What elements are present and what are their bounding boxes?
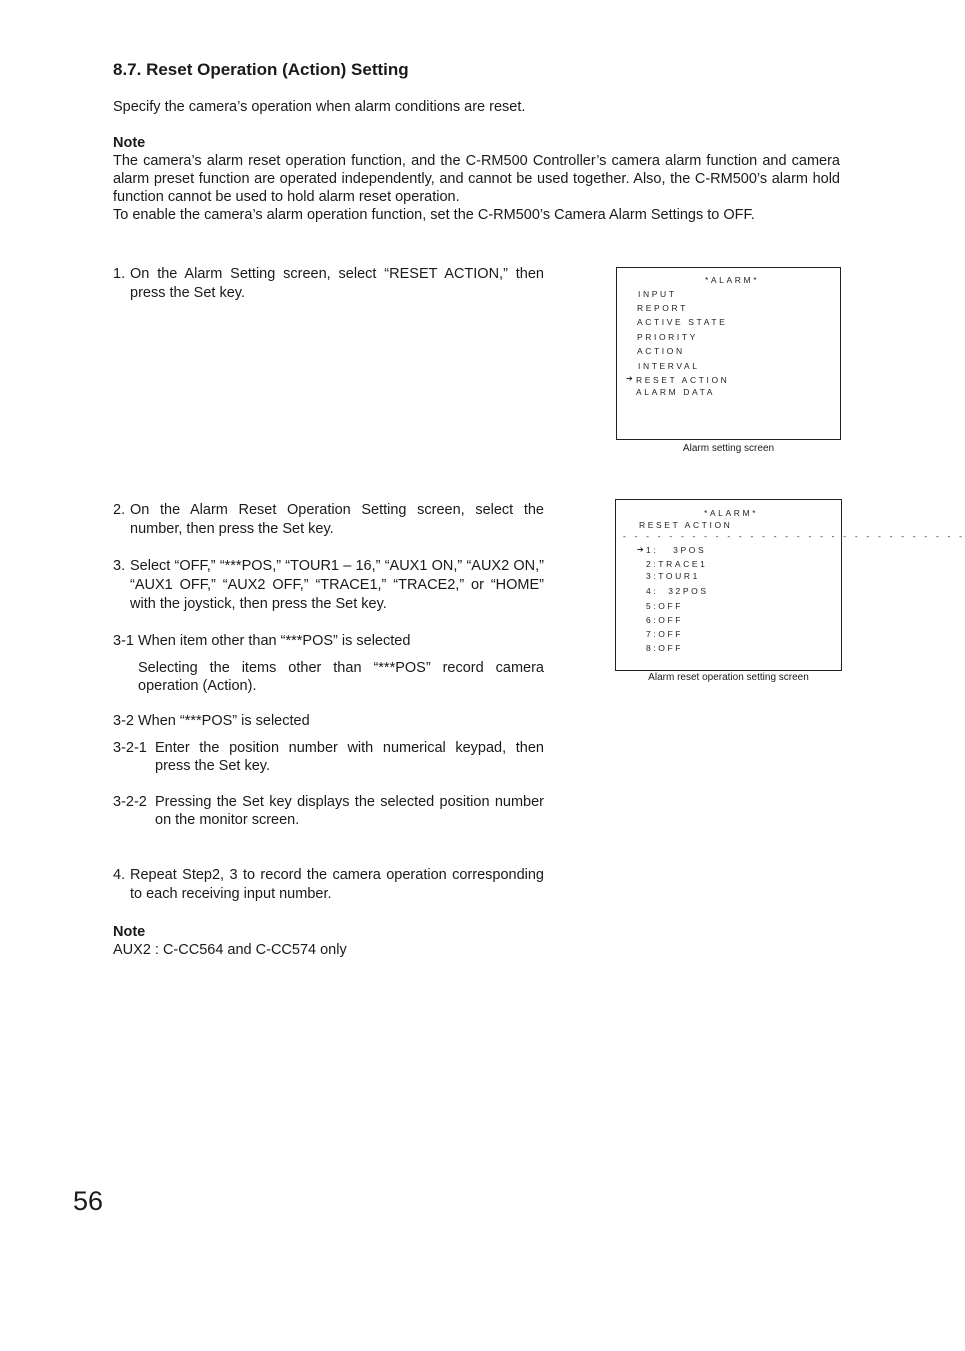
reset-row-8: 8:OFF <box>646 643 684 653</box>
menu-item-report: REPORT <box>637 303 688 313</box>
menu-item-interval: INTERVAL <box>638 361 700 371</box>
cursor-arrow-icon: ➔ <box>626 374 633 383</box>
step-text: Enter the position number with numerical keypad, then press the Set key. <box>155 740 544 774</box>
reset-row-2: 2:TRACE1 <box>646 559 708 569</box>
menu-item-priority: PRIORITY <box>637 332 698 342</box>
substep-title-2: 3-2 When “***POS” is selected <box>113 713 310 729</box>
reset-row-1: 1: 3POS <box>646 545 707 555</box>
note-text-2: To enable the camera’s alarm operation function, set the C-RM500’s Camera Alarm Settings to OFF. <box>113 207 755 223</box>
substep-3-2-1 <box>113 739 544 775</box>
substep-title: 3-1 When item other than “***POS” is selected <box>113 633 411 649</box>
note-text: The camera’s alarm reset operation function, and the C-RM500 Controller’s camera alarm function and camera alarm preset function are operated independently, and cannot be used together. Also, the C-RM500’s alarm hold function cannot be used to hold alarm reset operation. <box>113 153 840 205</box>
substep-text: Selecting the items other than “***POS” record camera operation (Action). <box>138 660 544 694</box>
step-4 <box>113 866 544 904</box>
note-text-aux2: AUX2 : C-CC564 and C-CC574 only <box>113 942 347 958</box>
menu-item-input: INPUT <box>638 289 677 299</box>
alarm-setting-screen <box>616 267 841 440</box>
cursor-arrow-icon: ➔ <box>637 545 644 554</box>
step-number: 4. <box>113 867 126 883</box>
intro-text: Specify the camera’s operation when alarm conditions are reset. <box>113 99 526 115</box>
step-text: On the Alarm Setting screen, select “RESET ACTION,” then press the Set key. <box>130 266 544 301</box>
reset-row-4: 4: 32POS <box>646 586 709 596</box>
step-text: Pressing the Set key displays the selected position number on the monitor screen. <box>155 794 544 828</box>
note-title: Note <box>113 135 146 151</box>
step-text: Select “OFF,” “***POS,” “TOUR1 – 16,” “AUX1 ON,” “AUX2 ON,” “AUX1 OFF,” “AUX2 OFF,” “TRACE1,” “TRACE2,” or “HOME” with the joystick, then press the Set key. <box>130 558 544 612</box>
section-heading: 8.7. Reset Operation (Action) Setting <box>113 60 409 79</box>
step-number: 2. <box>113 502 126 518</box>
step-2 <box>113 501 544 539</box>
page-number: 56 <box>73 1186 104 1216</box>
step-text: On the Alarm Reset Operation Setting screen, select the number, then press the Set key. <box>130 502 544 537</box>
reset-row-7: 7:OFF <box>646 629 684 639</box>
alarm-reset-screen <box>615 499 965 671</box>
step-number: 3-2-2 <box>113 794 147 810</box>
reset-row-6: 6:OFF <box>646 615 684 625</box>
menu-item-action: ACTION <box>637 346 685 356</box>
step-number: 3-2-1 <box>113 740 147 756</box>
reset-row-3: 3:TOUR1 <box>646 571 700 581</box>
screen-subtitle: RESET ACTION <box>639 520 733 530</box>
screen-caption: Alarm setting screen <box>682 443 775 454</box>
reset-row-5: 5:OFF <box>646 601 684 611</box>
menu-item-reset-action: RESET ACTION <box>636 375 730 385</box>
screen-divider: - - - - - - - - - - - - - - - - - - - - - - - - - - - - - - <box>623 531 965 541</box>
screen-caption-2: Alarm reset operation setting screen <box>648 672 809 683</box>
screen-title: *ALARM* <box>704 508 759 518</box>
screen-title: *ALARM* <box>705 275 760 285</box>
note-title-2: Note <box>113 924 146 940</box>
step-text: Repeat Step2, 3 to record the camera operation corresponding to each receiving input number. <box>130 867 544 902</box>
menu-item-active-state: ACTIVE STATE <box>637 317 728 327</box>
step-number: 3. <box>113 558 126 574</box>
substep-3-2-2 <box>113 793 544 829</box>
step-1 <box>113 265 544 303</box>
step-3 <box>113 557 544 614</box>
menu-item-alarm-data: ALARM DATA <box>636 387 716 397</box>
step-number: 1. <box>113 266 126 282</box>
